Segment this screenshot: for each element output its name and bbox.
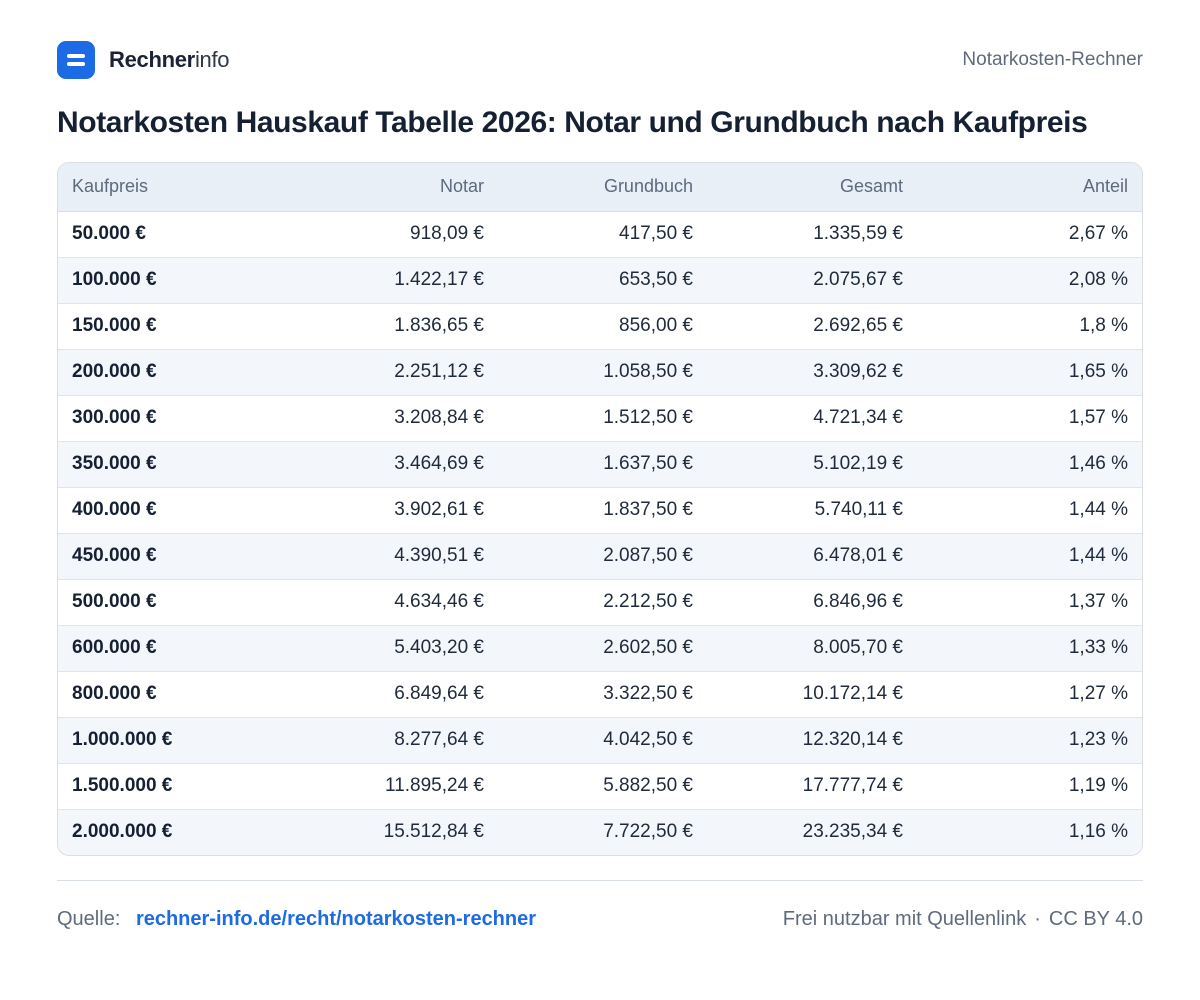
column-header-notar: Notar	[298, 163, 500, 211]
cell-notar: 4.634,46 €	[298, 579, 500, 625]
table-row	[58, 211, 1143, 257]
cell-kaufpreis: 800.000 €	[58, 671, 298, 717]
table-row	[58, 763, 1143, 809]
cell-anteil: 1,27 %	[919, 671, 1143, 717]
cell-anteil: 1,8 %	[919, 303, 1143, 349]
source-link[interactable]: rechner-info.de/recht/notarkosten-rechner	[135, 907, 537, 930]
cell-gesamt: 12.320,14 €	[709, 717, 919, 763]
logo-bar-top	[67, 54, 85, 58]
cell-anteil: 1,44 %	[919, 487, 1143, 533]
cell-gesamt: 4.721,34 €	[709, 395, 919, 441]
table-row	[58, 487, 1143, 533]
cell-kaufpreis: 400.000 €	[58, 487, 298, 533]
cell-kaufpreis: 2.000.000 €	[58, 809, 298, 855]
cell-grundbuch: 2.087,50 €	[500, 533, 709, 579]
table-row	[58, 717, 1143, 763]
cell-notar: 1.422,17 €	[298, 257, 500, 303]
column-header-gesamt: Gesamt	[709, 163, 919, 211]
logo-text-strong: Rechner	[109, 47, 195, 72]
column-header-anteil: Anteil	[919, 163, 1143, 211]
table-body	[58, 211, 1143, 855]
cost-table	[58, 163, 1143, 855]
cell-kaufpreis: 100.000 €	[58, 257, 298, 303]
table-row	[58, 349, 1143, 395]
cell-grundbuch: 2.602,50 €	[500, 625, 709, 671]
cell-notar: 5.403,20 €	[298, 625, 500, 671]
cell-grundbuch: 1.512,50 €	[500, 395, 709, 441]
cell-grundbuch: 1.058,50 €	[500, 349, 709, 395]
cell-grundbuch: 7.722,50 €	[500, 809, 709, 855]
cell-kaufpreis: 1.500.000 €	[58, 763, 298, 809]
table-row	[58, 671, 1143, 717]
footer-divider	[57, 880, 1143, 881]
cell-gesamt: 6.846,96 €	[709, 579, 919, 625]
cell-notar: 3.208,84 €	[298, 395, 500, 441]
cell-grundbuch: 3.322,50 €	[500, 671, 709, 717]
cell-anteil: 1,33 %	[919, 625, 1143, 671]
table-row	[58, 257, 1143, 303]
cell-gesamt: 2.075,67 €	[709, 257, 919, 303]
cell-notar: 3.464,69 €	[298, 441, 500, 487]
cell-grundbuch: 856,00 €	[500, 303, 709, 349]
source-label: Quelle:	[57, 907, 121, 930]
cell-notar: 1.836,65 €	[298, 303, 500, 349]
cell-gesamt: 8.005,70 €	[709, 625, 919, 671]
cell-grundbuch: 4.042,50 €	[500, 717, 709, 763]
cell-notar: 11.895,24 €	[298, 763, 500, 809]
header-calculator-label: Notarkosten-Rechner	[962, 49, 1143, 70]
cell-grundbuch: 1.637,50 €	[500, 441, 709, 487]
license	[783, 908, 1143, 931]
cell-anteil: 1,44 %	[919, 533, 1143, 579]
cell-notar: 3.902,61 €	[298, 487, 500, 533]
cell-kaufpreis: 200.000 €	[58, 349, 298, 395]
logo-bar-bottom	[67, 62, 85, 66]
table-row	[58, 395, 1143, 441]
cell-anteil: 2,67 %	[1068, 223, 1128, 244]
page-title: Notarkosten Hauskauf Tabelle 2026: Notar und Grundbuch nach Kaufpreis	[57, 106, 1088, 139]
cell-grundbuch: 417,50 €	[619, 223, 693, 244]
cell-anteil: 1,37 %	[919, 579, 1143, 625]
cell-kaufpreis: 150.000 €	[58, 303, 298, 349]
cell-anteil: 1,16 %	[919, 809, 1143, 855]
table-row	[58, 303, 1143, 349]
logo[interactable]	[57, 41, 229, 79]
equals-icon	[57, 41, 95, 79]
source	[57, 908, 536, 931]
column-header-grundbuch: Grundbuch	[500, 163, 709, 211]
cell-gesamt: 6.478,01 €	[709, 533, 919, 579]
cell-anteil: 1,57 %	[919, 395, 1143, 441]
cell-gesamt: 10.172,14 €	[709, 671, 919, 717]
cell-grundbuch: 653,50 €	[500, 257, 709, 303]
cell-kaufpreis: 450.000 €	[58, 533, 298, 579]
cell-anteil: 1,46 %	[919, 441, 1143, 487]
cell-gesamt: 3.309,62 €	[709, 349, 919, 395]
cell-notar: 15.512,84 €	[298, 809, 500, 855]
cell-notar: 918,09 €	[410, 223, 484, 244]
cell-gesamt: 17.777,74 €	[709, 763, 919, 809]
cell-kaufpreis: 600.000 €	[58, 625, 298, 671]
table-row	[58, 809, 1143, 855]
column-header-kaufpreis: Kaufpreis	[58, 163, 298, 211]
cell-grundbuch: 5.882,50 €	[500, 763, 709, 809]
table-row	[58, 579, 1143, 625]
license-name: CC BY 4.0	[1048, 907, 1143, 930]
cell-kaufpreis: 50.000 €	[72, 223, 146, 244]
table-row	[58, 533, 1143, 579]
cell-gesamt: 1.335,59 €	[813, 223, 903, 244]
table-row	[58, 625, 1143, 671]
cell-anteil: 1,65 %	[919, 349, 1143, 395]
cell-kaufpreis: 300.000 €	[58, 395, 298, 441]
cell-gesamt: 23.235,34 €	[709, 809, 919, 855]
cell-anteil: 1,23 %	[919, 717, 1143, 763]
cell-grundbuch: 2.212,50 €	[500, 579, 709, 625]
cell-kaufpreis: 350.000 €	[58, 441, 298, 487]
cell-gesamt: 5.102,19 €	[709, 441, 919, 487]
cell-anteil: 1,19 %	[919, 763, 1143, 809]
table-header-row	[58, 163, 1143, 211]
license-separator: ·	[1034, 907, 1041, 930]
cell-notar: 4.390,51 €	[298, 533, 500, 579]
cell-kaufpreis: 1.000.000 €	[58, 717, 298, 763]
header	[57, 40, 1143, 80]
cell-anteil: 2,08 %	[919, 257, 1143, 303]
cost-table-container	[57, 162, 1143, 856]
table-header	[58, 163, 1143, 211]
cell-gesamt: 5.740,11 €	[709, 487, 919, 533]
license-text: Frei nutzbar mit Quellenlink	[782, 907, 1027, 930]
cell-kaufpreis: 500.000 €	[58, 579, 298, 625]
table-row	[58, 441, 1143, 487]
logo-wordmark	[109, 47, 229, 73]
cell-gesamt: 2.692,65 €	[709, 303, 919, 349]
cell-notar: 8.277,64 €	[298, 717, 500, 763]
footer	[57, 905, 1143, 933]
cell-notar: 6.849,64 €	[298, 671, 500, 717]
logo-text-light: info	[194, 47, 230, 72]
cell-notar: 2.251,12 €	[298, 349, 500, 395]
cell-grundbuch: 1.837,50 €	[500, 487, 709, 533]
